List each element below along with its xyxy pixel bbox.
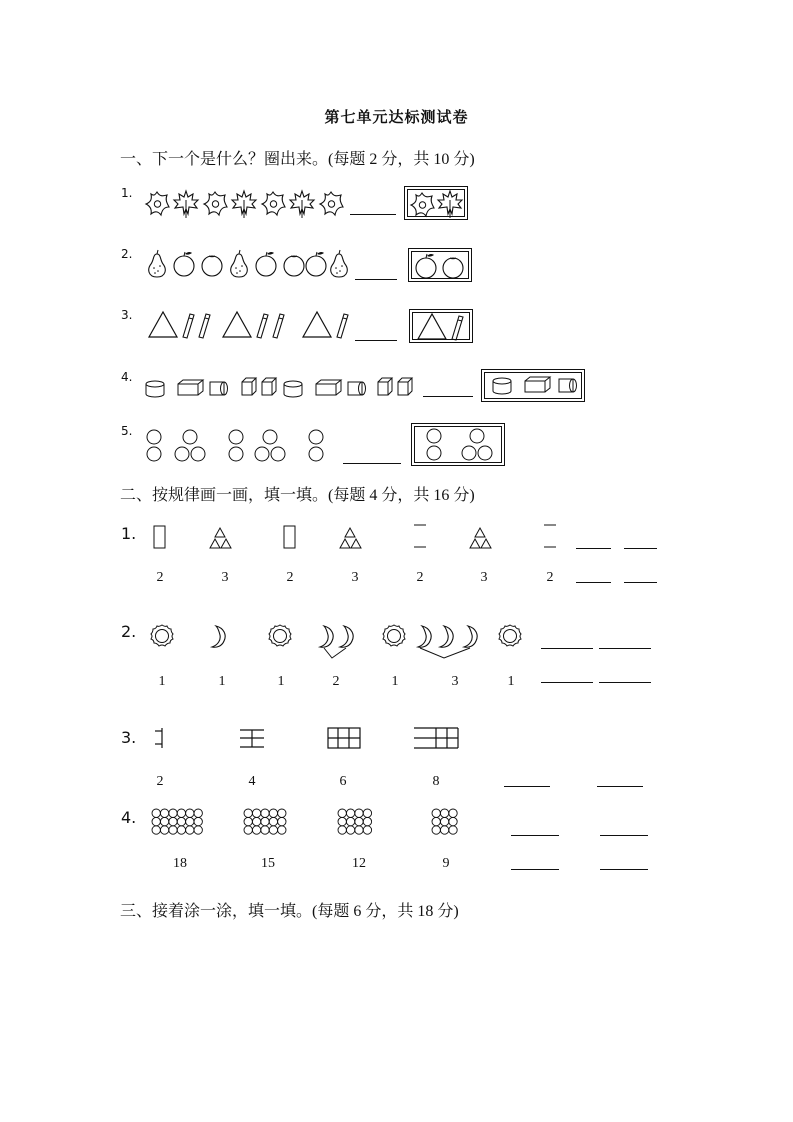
cube-icon — [262, 378, 276, 395]
count-number: 3 — [351, 570, 359, 585]
count-number: 1 — [277, 674, 285, 689]
choice-icons — [409, 249, 471, 281]
circle-dot — [278, 809, 286, 817]
flower-icon — [146, 192, 169, 215]
p2q1-figures — [150, 520, 570, 552]
choice-icons — [412, 424, 504, 465]
cube-icon — [242, 378, 256, 395]
rectangle-icon — [154, 526, 165, 548]
count-number: 1 — [218, 674, 226, 689]
page-title: 第七单元达标测试卷 — [324, 108, 469, 126]
circle-dot — [160, 809, 168, 817]
count-number: 8 — [432, 774, 440, 789]
circle-grid-18 — [152, 809, 202, 834]
count-number: 2 — [332, 674, 340, 689]
stick-icon — [452, 316, 463, 340]
flower-icon — [411, 193, 434, 216]
count-number: 2 — [156, 570, 164, 585]
circle-dot — [432, 817, 440, 825]
circle-dot — [355, 817, 363, 825]
circle-dot — [152, 817, 160, 825]
question-label: 1. — [121, 186, 133, 200]
cylinder-icon — [284, 381, 302, 397]
question-label: 2. — [121, 247, 133, 261]
answer-box[interactable] — [408, 248, 472, 282]
sun-icon — [269, 625, 291, 646]
circle-dot — [261, 817, 269, 825]
count-number: 3 — [451, 674, 459, 689]
count-number: 1 — [158, 674, 166, 689]
question-label: 5. — [121, 424, 133, 438]
circle-dot — [177, 817, 185, 825]
cube-icon — [398, 378, 412, 395]
answer-blank[interactable] — [511, 835, 559, 836]
circle-dot — [440, 817, 448, 825]
q4-sequence — [145, 376, 425, 400]
flower-icon — [262, 192, 285, 215]
pear-icon — [231, 250, 247, 277]
circle-dot — [355, 809, 363, 817]
circle-dot — [186, 817, 194, 825]
maple-leaf-icon — [174, 191, 198, 218]
count-number: 1 — [507, 674, 515, 689]
answer-blank[interactable] — [355, 279, 397, 280]
maple-leaf-icon — [438, 191, 462, 218]
answer-blank[interactable] — [423, 396, 473, 397]
circle-dot — [269, 826, 277, 834]
answer-box[interactable] — [409, 309, 473, 343]
circle-dot — [160, 826, 168, 834]
pear-icon — [331, 250, 347, 277]
section-1-heading: 一、下一个是什么？圈出来。(每题 2 分，共 10 分) — [120, 151, 475, 168]
circles-two — [427, 429, 441, 460]
triangles-icon — [470, 528, 491, 548]
answer-blank[interactable] — [599, 682, 651, 683]
answer-blank[interactable] — [511, 869, 559, 870]
circle-dot — [432, 809, 440, 817]
circle-dot — [338, 826, 346, 834]
circle-grid-9 — [432, 809, 457, 834]
sun-icon — [383, 625, 405, 646]
question-label: 3. — [121, 308, 133, 322]
circle-dot — [278, 817, 286, 825]
circle-dot — [261, 809, 269, 817]
circle-grid-12 — [338, 809, 372, 834]
circle-dot — [449, 817, 457, 825]
circle-grid-15 — [244, 809, 286, 834]
circles-two — [147, 430, 161, 461]
apple-icon — [174, 252, 194, 276]
count-number: 2 — [156, 774, 164, 789]
apple-icon — [306, 252, 326, 276]
circle-dot — [432, 826, 440, 834]
circle-dot — [152, 826, 160, 834]
cylinder-icon — [493, 378, 511, 394]
answer-blank[interactable] — [599, 648, 651, 649]
cuboid-icon — [178, 380, 203, 395]
answer-box[interactable] — [481, 369, 585, 402]
count-number: 2 — [546, 570, 554, 585]
circle-dot — [252, 826, 260, 834]
question-label: 1. — [121, 524, 137, 543]
choice-icons — [410, 310, 472, 342]
choice-icons — [482, 370, 584, 401]
circle-dot — [261, 826, 269, 834]
answer-blank[interactable] — [504, 786, 550, 787]
circle-dot — [169, 809, 177, 817]
stick-icon — [183, 314, 194, 338]
answer-blank[interactable] — [600, 869, 648, 870]
p2q2-figures — [148, 620, 528, 666]
question-label: 4. — [121, 808, 137, 827]
circles-three — [462, 429, 492, 460]
moon-icon — [212, 626, 225, 647]
sun-icon — [499, 625, 521, 646]
circle-dot — [269, 817, 277, 825]
stick-icon — [337, 314, 348, 338]
circle-dot — [449, 809, 457, 817]
count-number: 15 — [261, 856, 275, 871]
answer-blank[interactable] — [624, 548, 657, 549]
apple-icon — [416, 254, 436, 278]
flower-icon — [204, 192, 227, 215]
circle-dot — [449, 826, 457, 834]
circle-dot — [194, 809, 202, 817]
circle-dot — [186, 826, 194, 834]
circle-dot — [244, 826, 252, 834]
triangle-icon — [149, 312, 177, 337]
apple-icon — [202, 256, 222, 276]
circle-dot — [186, 809, 194, 817]
cylinder-icon — [559, 379, 577, 392]
circle-dot — [160, 817, 168, 825]
circle-dot — [440, 826, 448, 834]
count-number: 3 — [221, 570, 229, 585]
answer-blank[interactable] — [355, 340, 397, 341]
circle-dot — [252, 817, 260, 825]
sticks-2 — [155, 728, 162, 748]
q1-sequence — [145, 188, 345, 222]
cuboid-icon — [525, 377, 550, 392]
p2q4-figures — [150, 808, 470, 842]
cuboid-icon — [316, 380, 341, 395]
circles-two — [229, 430, 243, 461]
circle-dot — [346, 826, 354, 834]
moon-icon — [418, 626, 431, 647]
triangle-icon — [223, 312, 251, 337]
cylinder-icon — [146, 381, 164, 397]
count-number: 4 — [248, 774, 256, 789]
sticks-8 — [414, 728, 458, 748]
circle-dot — [346, 817, 354, 825]
count-number: 12 — [352, 856, 366, 871]
cylinder-icon — [210, 382, 228, 395]
count-number: 6 — [339, 774, 347, 789]
question-label: 3. — [121, 728, 137, 747]
choice-icons — [405, 187, 467, 219]
answer-blank[interactable] — [541, 682, 593, 683]
triangle-icon — [303, 312, 331, 337]
cube-icon — [378, 378, 392, 395]
q3-sequence — [147, 310, 357, 340]
maple-leaf-icon — [290, 191, 314, 218]
circle-dot — [169, 826, 177, 834]
circles-three — [175, 430, 205, 461]
circle-dot — [177, 809, 185, 817]
circle-dot — [355, 826, 363, 834]
answer-blank[interactable] — [600, 835, 648, 836]
circle-dot — [363, 809, 371, 817]
question-label: 4. — [121, 370, 133, 384]
circle-dot — [440, 809, 448, 817]
flower-icon — [320, 192, 343, 215]
count-number: 3 — [480, 570, 488, 585]
circle-dot — [346, 809, 354, 817]
pear-icon — [149, 250, 165, 277]
answer-blank[interactable] — [343, 463, 401, 464]
answer-blank[interactable] — [597, 786, 643, 787]
apple-icon — [443, 258, 463, 278]
count-number: 1 — [391, 674, 399, 689]
answer-blank[interactable] — [624, 582, 657, 583]
apple-icon — [284, 256, 304, 276]
circle-dot — [194, 826, 202, 834]
count-number: 2 — [416, 570, 424, 585]
answer-blank[interactable] — [350, 214, 396, 215]
circle-dot — [338, 817, 346, 825]
circle-dot — [363, 826, 371, 834]
moon-icon — [320, 626, 333, 647]
circles-three — [255, 430, 285, 461]
answer-blank[interactable] — [576, 582, 611, 583]
q2-sequence — [145, 250, 355, 280]
section-3-heading: 三、接着涂一涂，填一填。(每题 6 分，共 18 分) — [120, 903, 459, 920]
stick-icon — [257, 314, 268, 338]
moon-icon — [464, 626, 477, 647]
q5-sequence — [145, 428, 335, 466]
triangle-icon — [418, 314, 446, 339]
circle-dot — [338, 809, 346, 817]
maple-leaf-icon — [232, 191, 256, 218]
circle-dot — [252, 809, 260, 817]
stick-icon — [273, 314, 284, 338]
circle-dot — [194, 817, 202, 825]
circle-dot — [278, 826, 286, 834]
answer-blank[interactable] — [541, 648, 593, 649]
question-label: 2. — [121, 622, 137, 641]
circle-dot — [269, 809, 277, 817]
triangles-icon — [210, 528, 231, 548]
circle-dot — [244, 809, 252, 817]
count-number: 2 — [286, 570, 294, 585]
answer-box[interactable] — [411, 423, 505, 466]
circle-dot — [363, 817, 371, 825]
moon-icon — [440, 626, 453, 647]
triangles-icon — [340, 528, 361, 548]
p2q3-figures — [150, 726, 470, 752]
circle-dot — [152, 809, 160, 817]
section-2-heading: 二、按规律画一画，填一填。(每题 4 分，共 16 分) — [120, 487, 475, 504]
count-number: 9 — [442, 856, 450, 871]
stick-icon — [199, 314, 210, 338]
answer-box[interactable] — [404, 186, 468, 220]
circle-dot — [169, 817, 177, 825]
count-number: 18 — [173, 856, 187, 871]
rectangle-icon — [284, 526, 295, 548]
sticks-4 — [240, 730, 264, 747]
sticks-6 — [328, 728, 360, 748]
cylinder-icon — [348, 382, 366, 395]
apple-icon — [256, 252, 276, 276]
moon-icon — [340, 626, 353, 647]
circle-dot — [244, 817, 252, 825]
circles-two — [309, 430, 323, 461]
circle-dot — [177, 826, 185, 834]
answer-blank[interactable] — [576, 548, 611, 549]
sun-icon — [151, 625, 173, 646]
